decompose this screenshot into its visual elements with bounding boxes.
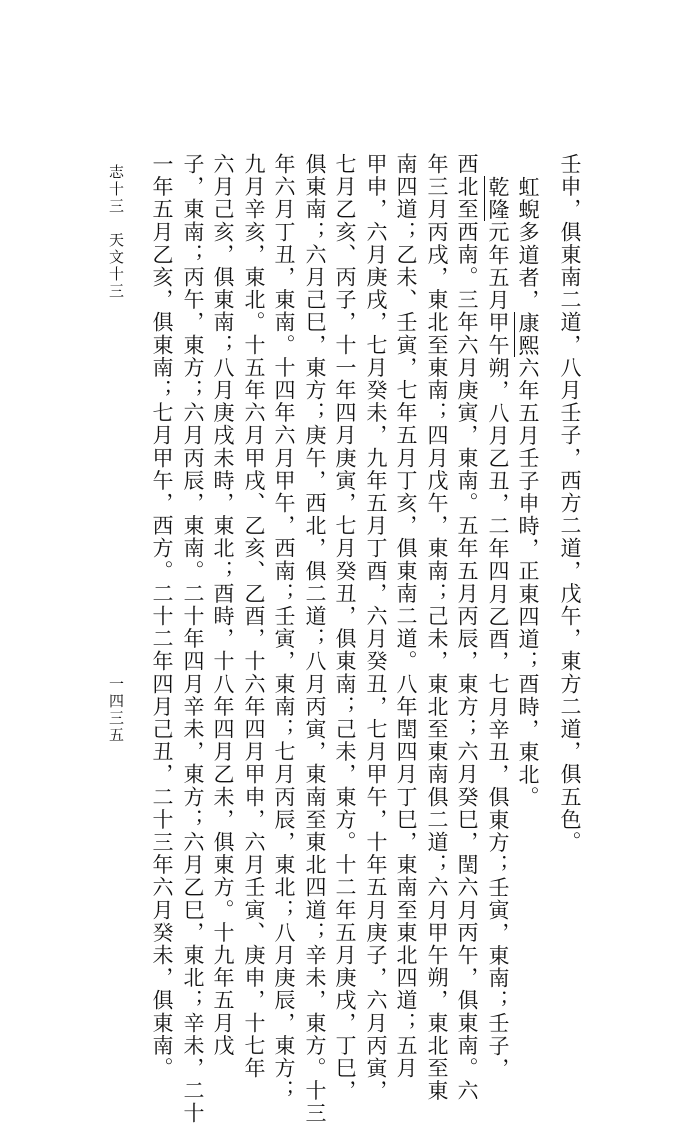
text-column-14: 一年五月乙亥，俱東南；七月甲午，西方。二十二年四月己丑，二十三年六月癸未，俱東南。	[150, 153, 174, 1080]
section-footer: 志十三 天文十三	[107, 164, 125, 300]
text-column-5: 年三月丙戌，東北至東南；四月戊午，東南；己未，東北至東南俱二道；六月甲午朔，東北至東	[425, 153, 449, 1103]
text-column-1: 壬申，俱東南二道，八月壬子，西方二道，戊午，東方二道，俱五色。	[558, 153, 582, 854]
text-column-9: 俱東南；六月己巳，東方；庚午，西北，俱二道；八月丙寅，東南至東北四道；辛未，東方。十三	[303, 153, 327, 1125]
era-name-qianlong: 乾隆	[486, 176, 510, 222]
text-column-3-rest: 元年五月甲午朔，八月乙丑，二年四月乙酉，七月辛丑，俱東方；壬寅，東南；壬子，	[486, 221, 510, 1081]
text-column-6: 南四道；乙未、壬寅，七年五月丁亥，俱東南二道。八年閏四月丁巳，東南至東北四道；五月	[394, 153, 418, 1080]
text-column-3	[487, 176, 508, 1080]
text-column-12: 六月己亥，俱東南；八月庚戌未時，東北；酉時，十八年四月乙未，俱東方。十九年五月戊	[211, 153, 235, 1057]
text-column-4: 西北至西南。三年六月庚寅，東南。五年五月丙辰，東方；六月癸巳，閏六月丙午，俱東南。六	[455, 153, 479, 1103]
text-column-7: 甲申，六月庚戌，七月癸未，九年五月丁酉，六月癸丑，七月甲午，十年五月庚子，六月丙寅，	[364, 153, 388, 1103]
era-name-kangxi: 康熙	[516, 311, 540, 357]
text-column-2-rest: 六年五月壬子申時，正東四道；酉時，東北。	[516, 356, 540, 809]
text-column-11: 九月辛亥，東北。十五年六月甲戌、乙亥、乙酉，十六年四月甲申，六月壬寅、庚申，十七年	[242, 153, 266, 1080]
text-column-10: 年六月丁丑，東南。十四年六月甲午，西南；壬寅，東南；七月丙辰，東北；八月庚辰，東方；	[272, 153, 296, 1103]
text-column-2-lead: 虹蜺多道者，	[516, 176, 540, 312]
text-column-13: 子，東南；丙午，東方；六月丙辰，東南。二十年四月辛未，東方；六月乙巳，東北；辛未，二十	[181, 153, 205, 1125]
text-column-2	[517, 176, 538, 809]
page-number: 一四三五	[107, 676, 125, 744]
text-column-8: 七月乙亥、丙子，十一年四月庚寅，七月癸丑，俱東南；己未，東方。十二年五月庚戌，丁巳，	[333, 153, 357, 1103]
